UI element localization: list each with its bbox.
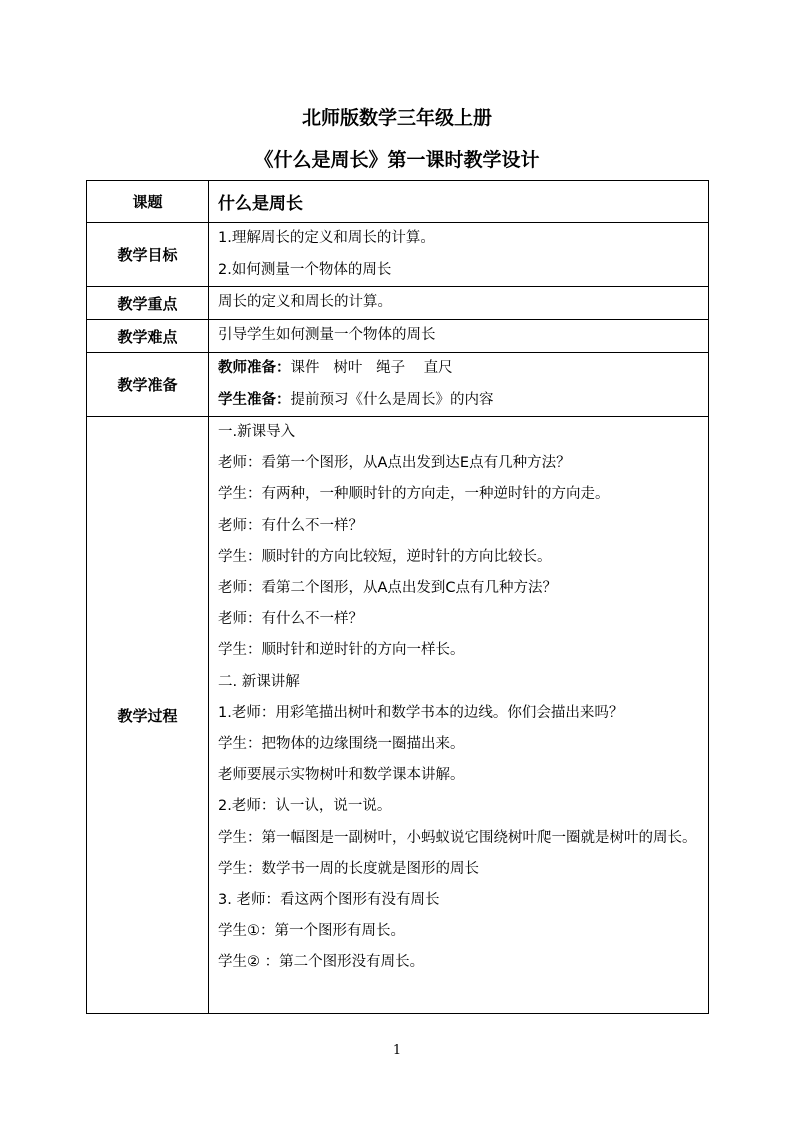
process-line: 学生：顺时针的方向比较短，逆时针的方向比较长。 [218, 548, 552, 565]
process-label: 教学过程 [87, 417, 209, 1014]
preparation-label: 教学准备 [87, 353, 209, 417]
topic-value: 什么是周长 [218, 194, 303, 214]
difficulty-cell [209, 320, 709, 353]
table-row-preparation [87, 353, 709, 417]
process-line: 学生：有两种，一种顺时针的方向走，一种逆时针的方向走。 [218, 486, 610, 503]
goal-item: 2.如何测量一个物体的周长 [218, 261, 392, 278]
goals-label: 教学目标 [87, 223, 209, 287]
process-line: 学生①：第一个图形有周长。 [218, 923, 405, 940]
difficulty-value: 引导学生如何测量一个物体的周长 [218, 327, 436, 344]
process-line: 老师：有什么不一样？ [218, 611, 363, 628]
table-row-topic [87, 181, 709, 223]
process-line: 学生：数学书一周的长度就是图形的周长 [218, 860, 479, 877]
process-line: 学生：顺时针和逆时针的方向一样长。 [218, 642, 465, 659]
teacher-preparation-value: 课件 树叶 绳子 直尺 [290, 360, 453, 377]
student-preparation-value: 提前预习《什么是周长》的内容 [290, 391, 494, 408]
topic-cell [209, 181, 709, 223]
key-point-label: 教学重点 [87, 287, 209, 320]
page-number: 1 [392, 1043, 402, 1058]
process-line: 2.老师：认一认，说一说。 [218, 798, 392, 815]
process-line: 学生：第一幅图是一副树叶，小蚂蚁说它围绕树叶爬一圈就是树叶的周长。 [218, 829, 697, 846]
table-row-goals [87, 223, 709, 287]
process-line: 3. 老师：看这两个图形有没有周长 [218, 892, 440, 909]
document-title: 北师版数学三年级上册 [301, 107, 492, 129]
lesson-plan-table [86, 180, 709, 1014]
process-line: 1.老师：用彩笔描出树叶和数学书本的边线。你们会描出来吗？ [218, 704, 624, 721]
teacher-preparation [218, 353, 708, 384]
table-row-key-point [87, 287, 709, 320]
table-row-process [87, 417, 709, 1014]
key-point-value: 周长的定义和周长的计算。 [218, 294, 392, 311]
process-line: 老师：有什么不一样？ [218, 517, 363, 534]
process-line: 老师要展示实物树叶和数学课本讲解。 [218, 767, 465, 784]
teacher-preparation-label: 教师准备： [218, 360, 291, 377]
table-row-difficulty [87, 320, 709, 353]
student-preparation [218, 385, 708, 416]
process-line: 一.新课导入 [218, 424, 296, 440]
goals-cell [209, 223, 709, 287]
process-line: 老师：看第二个图形，从A点出发到C点有几种方法？ [218, 580, 558, 597]
preparation-cell [209, 353, 709, 417]
process-line: 学生：把物体的边缘围绕一圈描出来。 [218, 736, 465, 753]
topic-label: 课题 [87, 181, 209, 223]
difficulty-label: 教学难点 [87, 320, 209, 353]
goal-item: 1.理解周长的定义和周长的计算。 [218, 230, 435, 247]
process-line: 学生② ：第二个图形没有周长。 [218, 954, 425, 971]
key-point-cell [209, 287, 709, 320]
document-subtitle: 《什么是周长》第一课时教学设计 [254, 149, 540, 171]
student-preparation-label: 学生准备： [218, 391, 291, 408]
process-cell [209, 417, 709, 1014]
process-line: 老师：看第一个图形，从A点出发到达E点有几种方法？ [218, 455, 571, 472]
process-line: 二. 新课讲解 [218, 673, 300, 690]
